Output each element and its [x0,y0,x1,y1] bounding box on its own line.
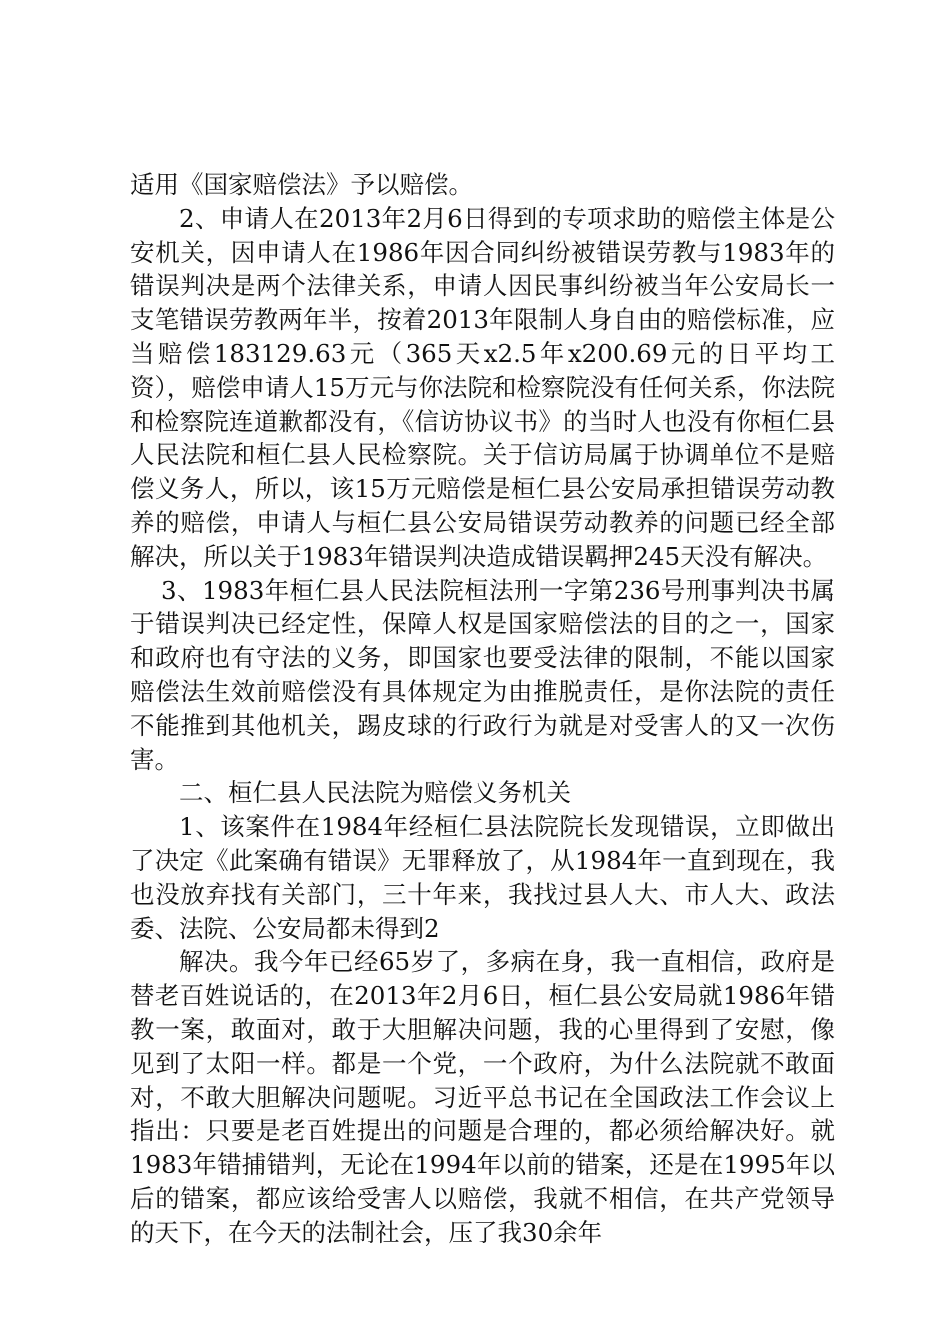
paragraph-item-2: 2、申请人在2013年2月6日得到的专项求助的赔偿主体是公安机关，因申请人在1986年因合同纠纷被错误劳教与1983年的错误判决是两个法律关系，申请人因民事纠纷被当年公安局长一支笔错误劳教两年半，按着2013年限制人身自由的赔偿标准，应当赔偿183129.63元（365天x2.5年x200.69元的日平均工资），赔偿申请人15万元与你法院和检察院没有任何关系，你法院和检察院连道歉都没有，《信访协议书》的当时人也没有你桓仁县人民法院和桓仁县人民检察院。关于信访局属于协调单位不是赔偿义务人，所以，该15万元赔偿是桓仁县公安局承担错误劳动教养的赔偿，申请人与桓仁县公安局错误劳动教养的问题已经全部解决，所以关于1983年错误判决造成错误羁押245天没有解决。 [130,203,835,571]
document-body [130,168,835,1250]
paragraph-item-3: 3、1983年桓仁县人民法院桓法刑一字第236号刑事判决书属于错误判决已经定性，保障人权是国家赔偿法的目的之一，国家和政府也有守法的义务，即国家也要受法律的限制，不能以国家赔偿法生效前赔偿没有具体规定为由推脱责任，是你法院的责任不能推到其他机关，踢皮球的行政行为就是对受害人的又一次伤害。 [130,575,835,774]
paragraph-continued-text: 解决。我今年已经65岁了，多病在身，我一直相信，政府是替老百姓说话的，在2013年2月6日，桓仁县公安局就1986年错教一案，敢面对，敢于大胆解决问题，我的心里得到了安慰，像见到了太阳一样。都是一个党，一个政府，为什么法院就不敢面对，不敢大胆解决问题呢。习近平总书记在全国政法工作会议上指出：只要是老百姓提出的问题是合理的，都必须给解决好。就1983年错捕错判，无论在1994年以前的错案，还是在1995年以后的错案，都应该给受害人以赔偿，我就不相信，在共产党领导的天下，在今天的法制社会，压了我30余年 [130,947,835,1247]
paragraph-section2-item-1: 1、该案件在1984年经桓仁县法院院长发现错误，立即做出了决定《此案确有错误》无罪释放了，从1984年一直到现在，我也没放弃找有关部门，三十年来，我找过县人大、市人大、政法委、法院、公安局都未得到2 [130,812,835,943]
section-heading-2: 二、桓仁县人民法院为赔偿义务机关 [179,778,571,808]
paragraph-continuation: 适用《国家赔偿法》予以赔偿。 [130,170,473,199]
